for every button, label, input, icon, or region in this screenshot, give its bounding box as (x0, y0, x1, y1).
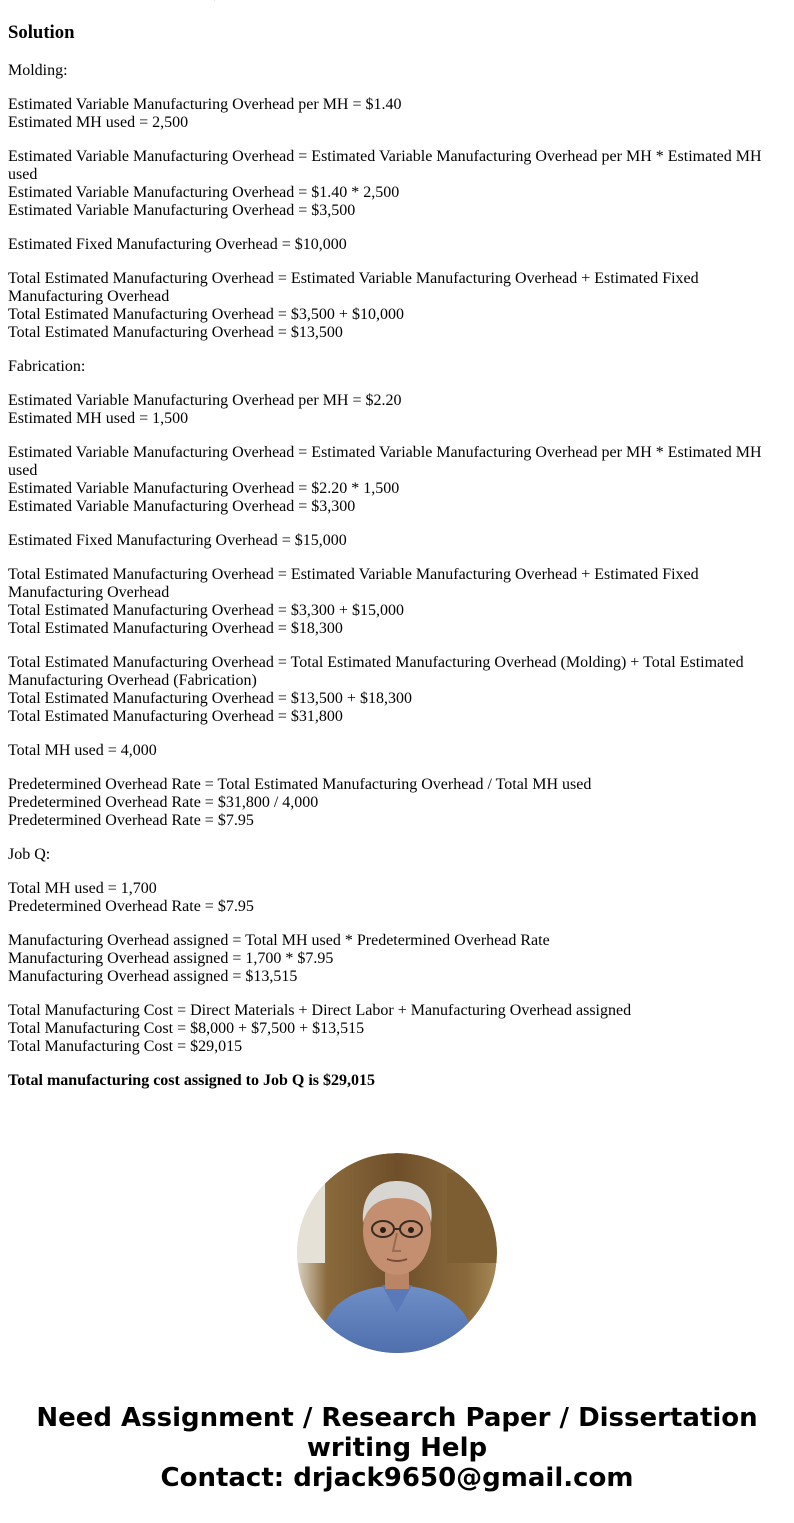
calculation-block (8, 846, 786, 864)
cta-line-2: writing Help (306, 1433, 488, 1463)
calculation-block (8, 148, 786, 220)
contact-banner (0, 1403, 794, 1493)
calculation-line: Estimated Variable Manufacturing Overhead = $1.40 * 2,500 (8, 184, 400, 201)
calculation-line: Estimated MH used = 2,500 (8, 114, 189, 131)
calculation-block (8, 358, 786, 376)
calculation-line: Predetermined Overhead Rate = $7.95 (8, 898, 254, 915)
calculation-line: Estimated Variable Manufacturing Overhead = Estimated Variable Manufacturing Overhead per MH * Estimated MH used (8, 444, 762, 479)
calculation-block (8, 880, 786, 916)
calculation-block (8, 532, 786, 550)
final-answer: Total manufacturing cost assigned to Job Q is $29,015 (8, 1072, 375, 1089)
calculation-line: Total Estimated Manufacturing Overhead = $31,800 (8, 708, 343, 725)
calculation-line: Total Manufacturing Cost = $29,015 (8, 1038, 243, 1055)
author-avatar (297, 1153, 497, 1353)
calculation-blocks (8, 62, 786, 1056)
calculation-line: Predetermined Overhead Rate = Total Estimated Manufacturing Overhead / Total MH used (8, 776, 592, 793)
calculation-line: Estimated Variable Manufacturing Overhead = $2.20 * 1,500 (8, 480, 400, 497)
calculation-line: Manufacturing Overhead assigned = 1,700 * $7.95 (8, 950, 334, 967)
calculation-line: Total MH used = 4,000 (8, 742, 157, 759)
calculation-block (8, 1002, 786, 1056)
calculation-line: Manufacturing Overhead assigned = $13,515 (8, 968, 298, 985)
solution-document (8, 0, 786, 1090)
calculation-block (8, 932, 786, 986)
calculation-line: Total Estimated Manufacturing Overhead = $18,300 (8, 620, 343, 637)
calculation-line: Manufacturing Overhead assigned = Total MH used * Predetermined Overhead Rate (8, 932, 550, 949)
cta-line-1: Need Assignment / Research Paper / Dissertation (36, 1403, 758, 1433)
calculation-line: Total Manufacturing Cost = Direct Materials + Direct Labor + Manufacturing Overhead assigned (8, 1002, 632, 1019)
calculation-line: Total Estimated Manufacturing Overhead = Total Estimated Manufacturing Overhead (Molding) + Total Estimated Manufacturing Overhead (Fabrication) (8, 654, 744, 689)
calculation-block (8, 96, 786, 132)
calculation-line: Total MH used = 1,700 (8, 880, 157, 897)
calculation-line: Estimated Fixed Manufacturing Overhead = $10,000 (8, 236, 347, 253)
calculation-line: Total Estimated Manufacturing Overhead = Estimated Variable Manufacturing Overhead + Estimated Fixed Manufacturing Overhead (8, 566, 699, 601)
calculation-line: Estimated Fixed Manufacturing Overhead = $15,000 (8, 532, 347, 549)
calculation-line: Predetermined Overhead Rate = $31,800 / 4,000 (8, 794, 319, 811)
calculation-block (8, 392, 786, 428)
calculation-line: Estimated Variable Manufacturing Overhead = $3,300 (8, 498, 356, 515)
calculation-line: Fabrication: (8, 358, 86, 375)
calculation-line: Total Estimated Manufacturing Overhead = $3,300 + $15,000 (8, 602, 404, 619)
cta-contact-email: Contact: drjack9650@gmail.com (160, 1463, 634, 1493)
calculation-block (8, 776, 786, 830)
calculation-block (8, 742, 786, 760)
calculation-block (8, 566, 786, 638)
calculation-line: Total Manufacturing Cost = $8,000 + $7,500 + $13,515 (8, 1020, 365, 1037)
calculation-line: Total Estimated Manufacturing Overhead = $3,500 + $10,000 (8, 306, 404, 323)
solution-heading: Solution (8, 22, 75, 43)
calculation-block (8, 236, 786, 254)
calculation-line: Total Estimated Manufacturing Overhead = $13,500 (8, 324, 343, 341)
calculation-line: Estimated MH used = 1,500 (8, 410, 189, 427)
calculation-line: Estimated Variable Manufacturing Overhead = Estimated Variable Manufacturing Overhead per MH * Estimated MH used (8, 148, 762, 183)
calculation-block (8, 270, 786, 342)
author-photo (297, 1153, 497, 1353)
calculation-line: Estimated Variable Manufacturing Overhead per MH = $1.40 (8, 96, 402, 113)
calculation-line: Estimated Variable Manufacturing Overhead = $3,500 (8, 202, 356, 219)
calculation-line: Predetermined Overhead Rate = $7.95 (8, 812, 254, 829)
calculation-line: Total Estimated Manufacturing Overhead = Estimated Variable Manufacturing Overhead + Estimated Fixed Manufacturing Overhead (8, 270, 699, 305)
calculation-line: Job Q: (8, 846, 51, 863)
calculation-block (8, 444, 786, 516)
calculation-block (8, 62, 786, 80)
calculation-line: Total Estimated Manufacturing Overhead = $13,500 + $18,300 (8, 690, 412, 707)
calculation-block (8, 654, 786, 726)
calculation-line: Molding: (8, 62, 68, 79)
calculation-line: Estimated Variable Manufacturing Overhead per MH = $2.20 (8, 392, 402, 409)
